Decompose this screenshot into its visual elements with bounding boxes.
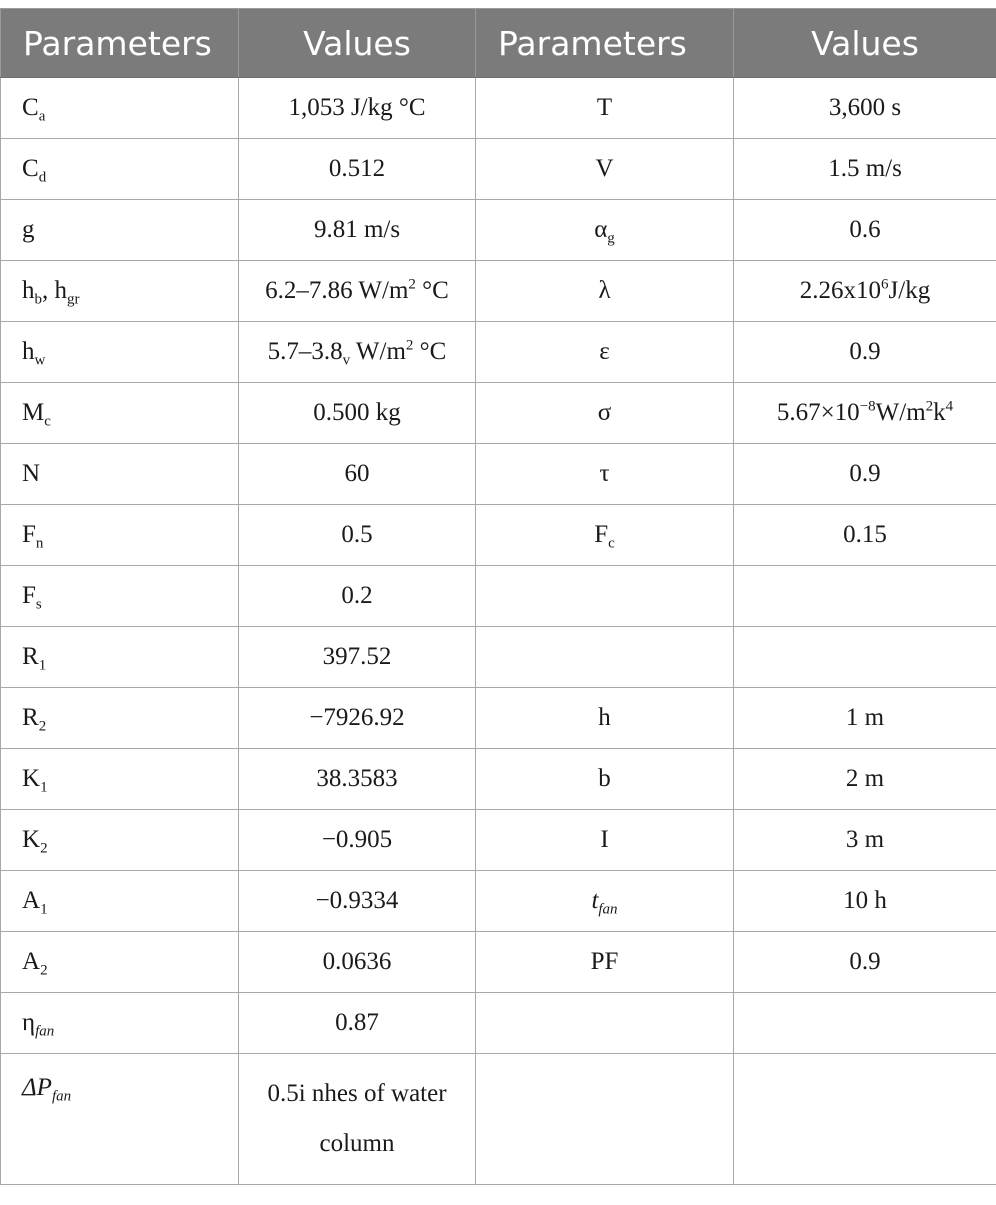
param-cell: b	[476, 749, 734, 810]
value-cell: −0.9334	[239, 871, 476, 932]
param-cell: h	[476, 688, 734, 749]
value-cell: 0.5	[239, 505, 476, 566]
param-cell: $F_s$	[1, 566, 239, 627]
param-cell: $h_b$, $h_{gr}$	[1, 261, 239, 322]
table-row	[1, 444, 996, 505]
value-cell: 6.2–7.86 $W/m^2$ °C	[239, 261, 476, 322]
param-cell: g	[1, 200, 239, 261]
value-cell: 60	[239, 444, 476, 505]
param-cell	[476, 1054, 734, 1185]
value-cell: 0.87	[239, 993, 476, 1054]
value-cell: $5.7-3.8_v$ $W/m^2$ °C	[239, 322, 476, 383]
table-row	[1, 261, 996, 322]
param-cell	[476, 566, 734, 627]
header-parameters-1: Parameters	[1, 9, 239, 78]
value-cell: 38.3583	[239, 749, 476, 810]
table-row	[1, 200, 996, 261]
value-cell: 397.52	[239, 627, 476, 688]
param-cell: $h_w$	[1, 322, 239, 383]
value-cell: −0.905	[239, 810, 476, 871]
table-row	[1, 322, 996, 383]
param-cell: τ	[476, 444, 734, 505]
value-cell: 0.6	[734, 200, 996, 261]
param-cell: I	[476, 810, 734, 871]
table-row	[1, 566, 996, 627]
value-cell: 0.5i nhes of water column	[239, 1054, 476, 1185]
param-cell: N	[1, 444, 239, 505]
table-row	[1, 627, 996, 688]
table-row	[1, 139, 996, 200]
header-values-2: Values	[734, 9, 996, 78]
value-cell: 2 m	[734, 749, 996, 810]
value-cell: 0.0636	[239, 932, 476, 993]
param-cell: ε	[476, 322, 734, 383]
param-cell: $\Delta P_{fan}$	[1, 1054, 239, 1185]
param-cell: $F_n$	[1, 505, 239, 566]
value-cell: 1.5 m/s	[734, 139, 996, 200]
param-cell: σ	[476, 383, 734, 444]
table-row	[1, 871, 996, 932]
table-row	[1, 688, 996, 749]
param-cell: $A_2$	[1, 932, 239, 993]
param-cell	[476, 993, 734, 1054]
param-cell	[476, 627, 734, 688]
table-row	[1, 810, 996, 871]
parameters-table	[0, 8, 996, 1185]
value-cell	[734, 1054, 996, 1185]
table-row	[1, 993, 996, 1054]
table-row	[1, 383, 996, 444]
param-cell: $\alpha_g$	[476, 200, 734, 261]
param-cell: λ	[476, 261, 734, 322]
value-cell: 0.9	[734, 444, 996, 505]
value-cell: 0.9	[734, 932, 996, 993]
table-row	[1, 78, 996, 139]
param-cell: $C_a$	[1, 78, 239, 139]
param-cell: $K_1$	[1, 749, 239, 810]
param-cell: $A_1$	[1, 871, 239, 932]
value-cell: 0.512	[239, 139, 476, 200]
header-values-1: Values	[239, 9, 476, 78]
value-cell: 1,053 J/kg °C	[239, 78, 476, 139]
value-cell: 0.9	[734, 322, 996, 383]
table-row	[1, 1054, 996, 1185]
table-row	[1, 749, 996, 810]
header-row	[1, 9, 996, 78]
value-cell: 10 h	[734, 871, 996, 932]
value-cell: $5.67\times 10^{-8}W/m^2k^4$	[734, 383, 996, 444]
param-cell: $t_{fan}$	[476, 871, 734, 932]
value-cell	[734, 993, 996, 1054]
param-cell: PF	[476, 932, 734, 993]
param-cell: V	[476, 139, 734, 200]
value-cell: 3 m	[734, 810, 996, 871]
value-cell: 0.500 kg	[239, 383, 476, 444]
value-cell: 3,600 s	[734, 78, 996, 139]
header-parameters-2: Parameters	[476, 9, 734, 78]
table-row	[1, 932, 996, 993]
value-cell: 0.15	[734, 505, 996, 566]
value-cell	[734, 627, 996, 688]
value-cell: $2.26x10^6J/kg$	[734, 261, 996, 322]
param-cell: $\eta_{fan}$	[1, 993, 239, 1054]
param-cell: $M_c$	[1, 383, 239, 444]
value-cell	[734, 566, 996, 627]
param-cell: $C_d$	[1, 139, 239, 200]
value-cell: 9.81 m/s	[239, 200, 476, 261]
param-cell: T	[476, 78, 734, 139]
value-cell: 1 m	[734, 688, 996, 749]
param-cell: $R_1$	[1, 627, 239, 688]
param-cell: $K_2$	[1, 810, 239, 871]
param-cell: $F_c$	[476, 505, 734, 566]
value-cell: −7926.92	[239, 688, 476, 749]
param-cell: $R_2$	[1, 688, 239, 749]
table-row	[1, 505, 996, 566]
value-cell: 0.2	[239, 566, 476, 627]
